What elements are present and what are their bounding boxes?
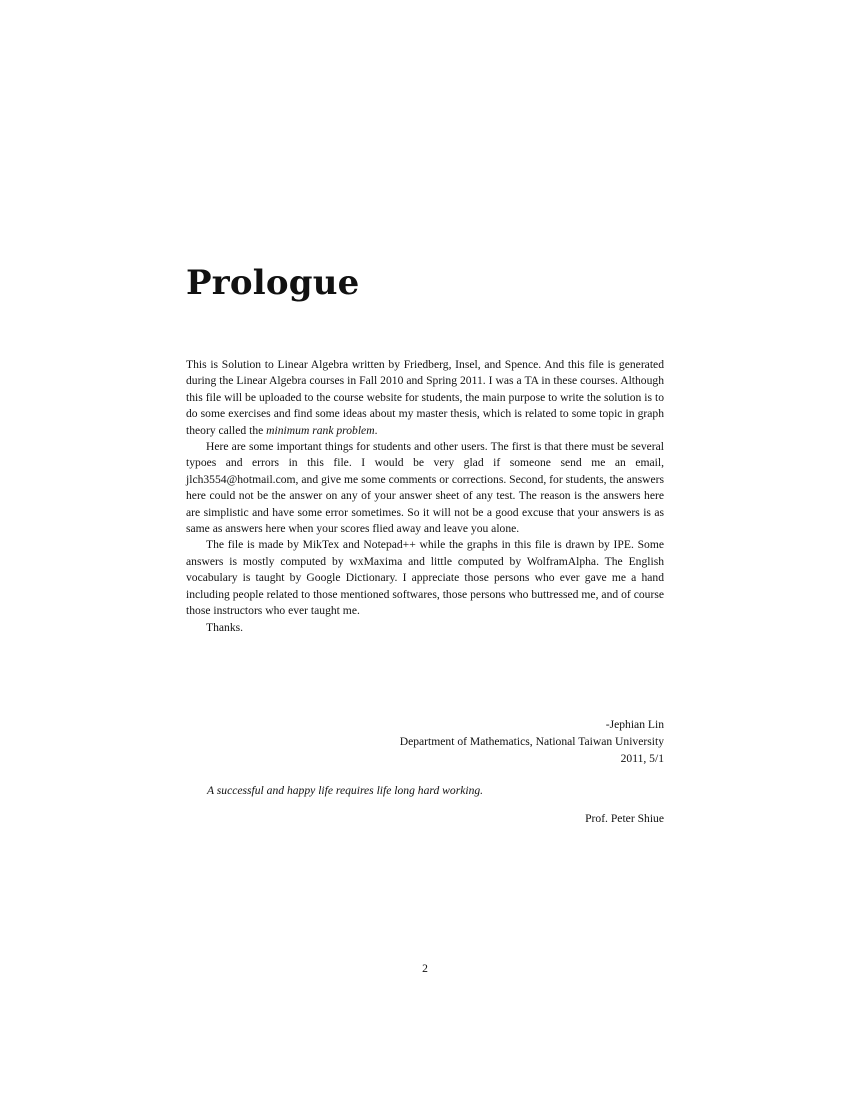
page-title: Prologue <box>186 263 360 303</box>
quote-author: Prof. Peter Shiue <box>585 812 664 825</box>
paragraph-notes: Here are some important things for students and other users. The first is that there must be several typoes and errors in this file. I would be very glad if someone send me an email, jlch3554@hotmail.com, and give me some comments or corrections. Second, for students, the answers here could not be the answer on any of your answer sheet of any test. The reason is the answers here are simplistic and have some error sometimes. So it will not be a good excuse that your answers is as same as answers here when your scores flied away and leave you alone. <box>186 440 664 536</box>
paragraph-intro-text: This is Solution to Linear Algebra written by Friedberg, Insel, and Spence. And this file is generated during the Linear Algebra courses in Fall 2010 and Spring 2011. I was a TA in these courses. Although this file will be uploaded to the course website for students, the main purpose to write the solution is to do some exercises and find some ideas about my master thesis, which is related to some topic in graph theory called the <box>186 358 664 437</box>
paragraph-intro-end: . <box>374 423 378 437</box>
thanks-line: Thanks. <box>206 620 244 634</box>
paragraph-acknowledgements: The file is made by MikTex and Notepad++ while the graphs in this file is drawn by IPE. Some answers is mostly computed by wxMaxima and little computed by WolframAlpha. The English vocabulary is taught by Google Dictionary. I appreciate those persons who ever gave me a hand including people related to those mentioned softwares, those persons who buttressed me, and of course those instructors who ever taught me. <box>186 538 664 618</box>
signature-date: 2011, 5/1 <box>620 752 664 765</box>
signature-block <box>186 716 664 767</box>
prologue-body <box>186 357 664 636</box>
page-number: 2 <box>422 962 428 975</box>
emphasis-minimum-rank-problem: minimum rank problem <box>266 423 375 437</box>
author-name: -Jephian Lin <box>605 718 664 731</box>
author-department: Department of Mathematics, National Taiwan University <box>399 735 664 748</box>
quote-text: A successful and happy life requires life long hard working. <box>207 784 484 797</box>
paragraph-intro <box>186 357 664 439</box>
